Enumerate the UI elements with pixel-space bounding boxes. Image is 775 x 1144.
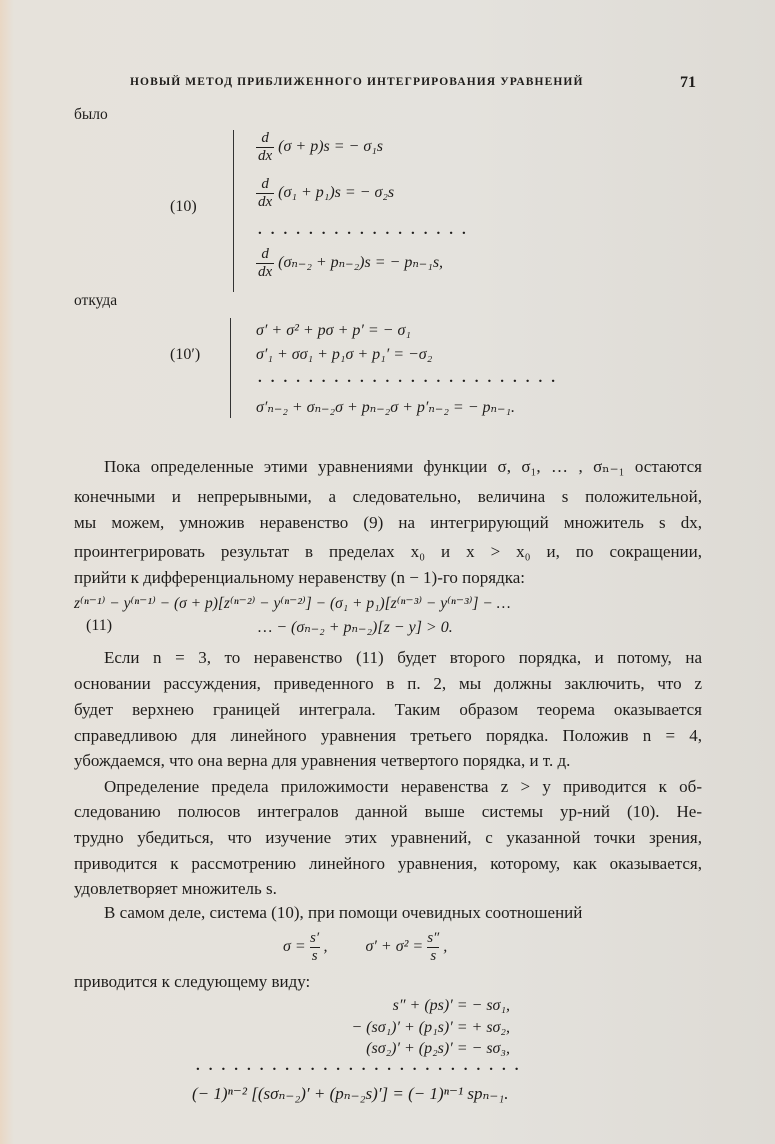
equation-10p-n: σ′ₙ₋₂ + σₙ₋₂σ + pₙ₋₂σ + p′ₙ₋₂ = − pₙ₋₁. <box>256 399 516 416</box>
text-line: основании рассуждения, приведенного в п. 2, мы должны заключить, что z <box>74 674 702 693</box>
text-line: мы можем, умножив неравенство (9) на интегрирующий множитель s dx, <box>74 513 702 532</box>
equation-10-2 <box>256 176 394 211</box>
frac-den: s <box>427 947 439 965</box>
text-line: удовлетворяет множитель s. <box>74 879 277 898</box>
frac-num: d <box>261 130 269 146</box>
frac-num: s″ <box>427 930 440 946</box>
equation-rhs: (σ₁ + p₁)s = − σ₂s <box>278 184 395 202</box>
running-header: НОВЫЙ МЕТОД ПРИБЛИЖЕННОГО ИНТЕГРИРОВАНИЯ УРАВНЕНИЙ <box>130 76 584 88</box>
separator: , <box>443 938 448 956</box>
text-line: конечными и непрерывными, а следовательно, величина s положительной, <box>74 487 702 506</box>
whence-word: откуда <box>74 292 118 309</box>
frac-den: s <box>311 948 318 964</box>
final-equation-general: (− 1)ⁿ⁻² [(sσₙ₋₂)′ + (pₙ₋₂s)′] = (− 1)ⁿ⁻¹ spₙ₋₁. <box>192 1084 509 1103</box>
equation-10-1 <box>256 130 383 165</box>
equation-label-10p: (10′) <box>170 346 201 363</box>
page-number: 71 <box>680 74 696 91</box>
text-line: В самом деле, система (10), при помощи очевидных соотношений <box>104 903 583 922</box>
equation-label-11: (11) <box>86 617 113 634</box>
brace-10 <box>233 130 234 292</box>
frac-num: d <box>261 246 269 262</box>
equation-rhs: (σₙ₋₂ + pₙ₋₂)s = − pₙ₋₁s, <box>278 254 444 272</box>
frac-num: s′ <box>310 930 320 946</box>
ellipsis-row: ........................ <box>258 370 564 386</box>
equation-rhs: (σ + p)s = − σ₁s <box>278 138 384 156</box>
relation-lhs: σ = <box>283 938 306 956</box>
relation-lhs: σ′ + σ² = <box>365 938 424 956</box>
frac-den: dx <box>258 264 273 280</box>
text-line: Пока определенные этими уравнениями функции σ, σ₁, … , σₙ₋₁ остаются <box>104 457 702 476</box>
separator: , <box>323 938 328 956</box>
inequality-11-line1: z⁽ⁿ⁻¹⁾ − y⁽ⁿ⁻¹⁾ − (σ + p)[z⁽ⁿ⁻²⁾ − y⁽ⁿ⁻²⁾] − (σ₁ + p₁)[z⁽ⁿ⁻³⁾ − y⁽ⁿ⁻³⁾] − … <box>74 595 511 612</box>
text-line: прийти к дифференциальному неравенству (n − 1)-го порядка: <box>74 568 525 587</box>
final-equation-3: (sσ₂)′ + (p₂s)′ = − sσ₃, <box>366 1040 510 1057</box>
text-line: следованию полюсов интегралов данной выше системы ур-ний (10). Не- <box>74 802 702 821</box>
relations-equation <box>283 930 447 965</box>
text-line: проинтегрировать результат в пределах x₀ и x > x₀ и, по сокращении, <box>74 542 702 561</box>
equation-10p-1: σ′ + σ² + pσ + p′ = − σ₁ <box>256 322 411 339</box>
equation-label-10: (10) <box>170 198 197 215</box>
inequality-11-line2: … − (σₙ₋₂ + pₙ₋₂)[z − y] > 0. <box>258 619 453 636</box>
text-line: убождаемся, что она верна для уравнения четвертого порядка, и т. д. <box>74 751 571 770</box>
text-line: Если n = 3, то неравенство (11) будет второго порядка, и потому, на <box>104 648 702 667</box>
ellipsis-row: ................. <box>258 222 475 238</box>
text-line: Определение предела приложимости неравенства z > y приводится к об- <box>104 777 702 796</box>
frac-num: d <box>261 176 269 192</box>
text-line: справедливою для линейного уравнения третьего порядка. Положив n = 4, <box>74 726 702 745</box>
text-line: будет верхнею границей интеграла. Таким образом теорема оказывается <box>74 700 702 719</box>
text-line: приводится к рассмотрению линейного уравнения, которому, как оказывается, <box>74 854 702 873</box>
text-line: трудно убедиться, что изучение этих уравнений, с указанной точки зрения, <box>74 828 702 847</box>
intro-word: было <box>74 106 108 123</box>
ellipsis-row: .......................... <box>196 1058 528 1074</box>
brace-10p <box>230 318 231 418</box>
text-line: приводится к следующему виду: <box>74 972 311 991</box>
final-equation-1: s″ + (ps)′ = − sσ₁, <box>392 997 510 1014</box>
frac-den: dx <box>258 148 273 164</box>
final-equation-2: − (sσ₁)′ + (p₁s)′ = + sσ₂, <box>351 1019 510 1036</box>
equation-10-n <box>256 246 443 281</box>
frac-den: dx <box>258 194 273 210</box>
equation-10p-2: σ′₁ + σσ₁ + p₁σ + p₁′ = −σ₂ <box>256 346 433 363</box>
